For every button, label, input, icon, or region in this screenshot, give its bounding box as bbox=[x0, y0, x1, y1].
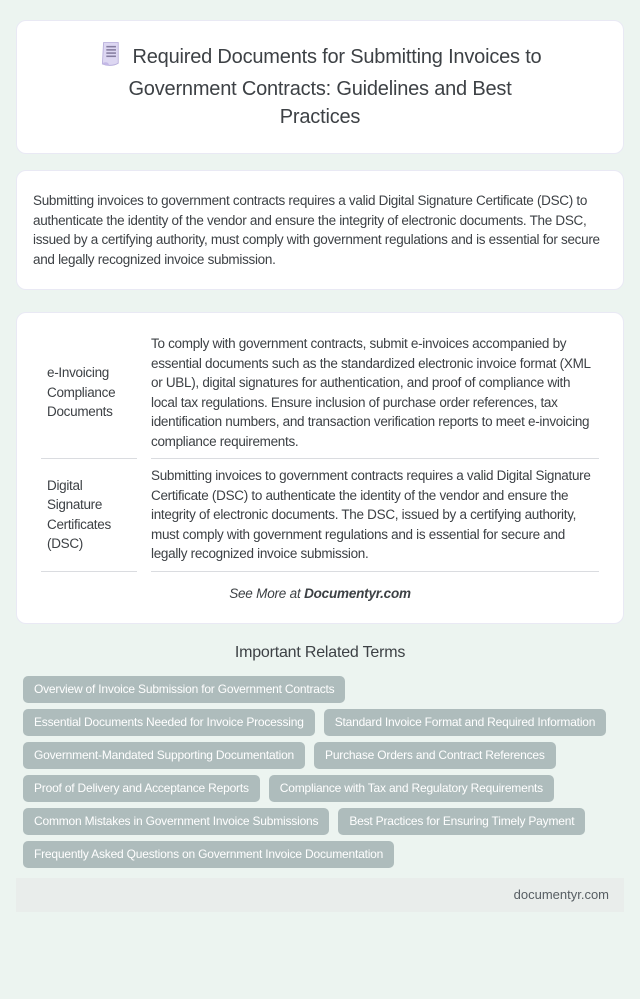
related-term-tag[interactable]: Frequently Asked Questions on Government Invoice Documentation bbox=[23, 841, 394, 868]
page-title bbox=[55, 41, 585, 131]
footer-bar bbox=[16, 878, 624, 912]
tag-row bbox=[23, 709, 617, 736]
details-card bbox=[16, 312, 624, 624]
related-terms-list bbox=[0, 676, 640, 868]
term-cell: Digital Signature Certificates (DSC) bbox=[41, 459, 137, 572]
footer-site-text: documentyr.com bbox=[513, 886, 609, 902]
page-title-line bbox=[55, 41, 585, 75]
tag-row bbox=[23, 676, 617, 703]
receipt-icon bbox=[99, 41, 121, 75]
related-term-tag[interactable]: Standard Invoice Format and Required Information bbox=[324, 709, 607, 736]
related-term-tag[interactable]: Compliance with Tax and Regulatory Requirements bbox=[269, 775, 554, 802]
related-term-tag[interactable]: Overview of Invoice Submission for Government Contracts bbox=[23, 676, 345, 703]
description-cell: To comply with government contracts, submit e-invoices accompanied by essential documents such as the standardized electronic invoice format (XML or UBL), digital signatures for authentication, and proof of compliance with local tax regulations. Ensure inclusion of purchase order references, tax identification numbers, and transaction verification reports to meet e-invoicing compliance requirements. bbox=[151, 327, 599, 459]
related-term-tag[interactable]: Proof of Delivery and Acceptance Reports bbox=[23, 775, 260, 802]
page-title-text: Required Documents for Submitting Invoices to bbox=[132, 46, 542, 68]
page-title-line: Practices bbox=[279, 106, 361, 128]
table-row bbox=[41, 459, 599, 572]
related-term-tag[interactable]: Common Mistakes in Government Invoice Submissions bbox=[23, 808, 329, 835]
tag-row bbox=[23, 841, 617, 868]
related-terms-heading: Important Related Terms bbox=[234, 643, 406, 661]
related-term-tag[interactable]: Best Practices for Ensuring Timely Payment bbox=[338, 808, 585, 835]
title-card bbox=[16, 20, 624, 154]
related-term-tag[interactable]: Government-Mandated Supporting Documentation bbox=[23, 742, 305, 769]
see-more-line bbox=[41, 586, 599, 601]
page-title-line: Government Contracts: Guidelines and Best bbox=[128, 78, 512, 100]
intro-card bbox=[16, 170, 624, 290]
see-more-site-link[interactable]: Documentyr.com bbox=[304, 585, 411, 601]
term-cell: e-Invoicing Compliance Documents bbox=[41, 327, 137, 459]
related-term-tag[interactable]: Purchase Orders and Contract References bbox=[314, 742, 556, 769]
see-more-prefix: See More at bbox=[229, 585, 305, 601]
related-term-tag[interactable]: Essential Documents Needed for Invoice Processing bbox=[23, 709, 315, 736]
tag-row bbox=[23, 808, 617, 835]
description-cell: Submitting invoices to government contracts requires a valid Digital Signature Certificate (DSC) to authenticate the identity of the vendor and ensure the integrity of electronic documents. The DSC, issued by a certifying authority, must comply with government regulations and is essential for secure and legally recognized invoice submission. bbox=[151, 459, 599, 572]
tag-row bbox=[23, 775, 617, 802]
tag-row bbox=[23, 742, 617, 769]
intro-paragraph: Submitting invoices to government contracts requires a valid Digital Signature Certificate (DSC) to authenticate the identity of the vendor and ensure the integrity of electronic documents. The DSC, issued by a certifying authority, must comply with government regulations and is essential for secure and legally recognized invoice submission. bbox=[33, 193, 600, 267]
table-row bbox=[41, 327, 599, 459]
